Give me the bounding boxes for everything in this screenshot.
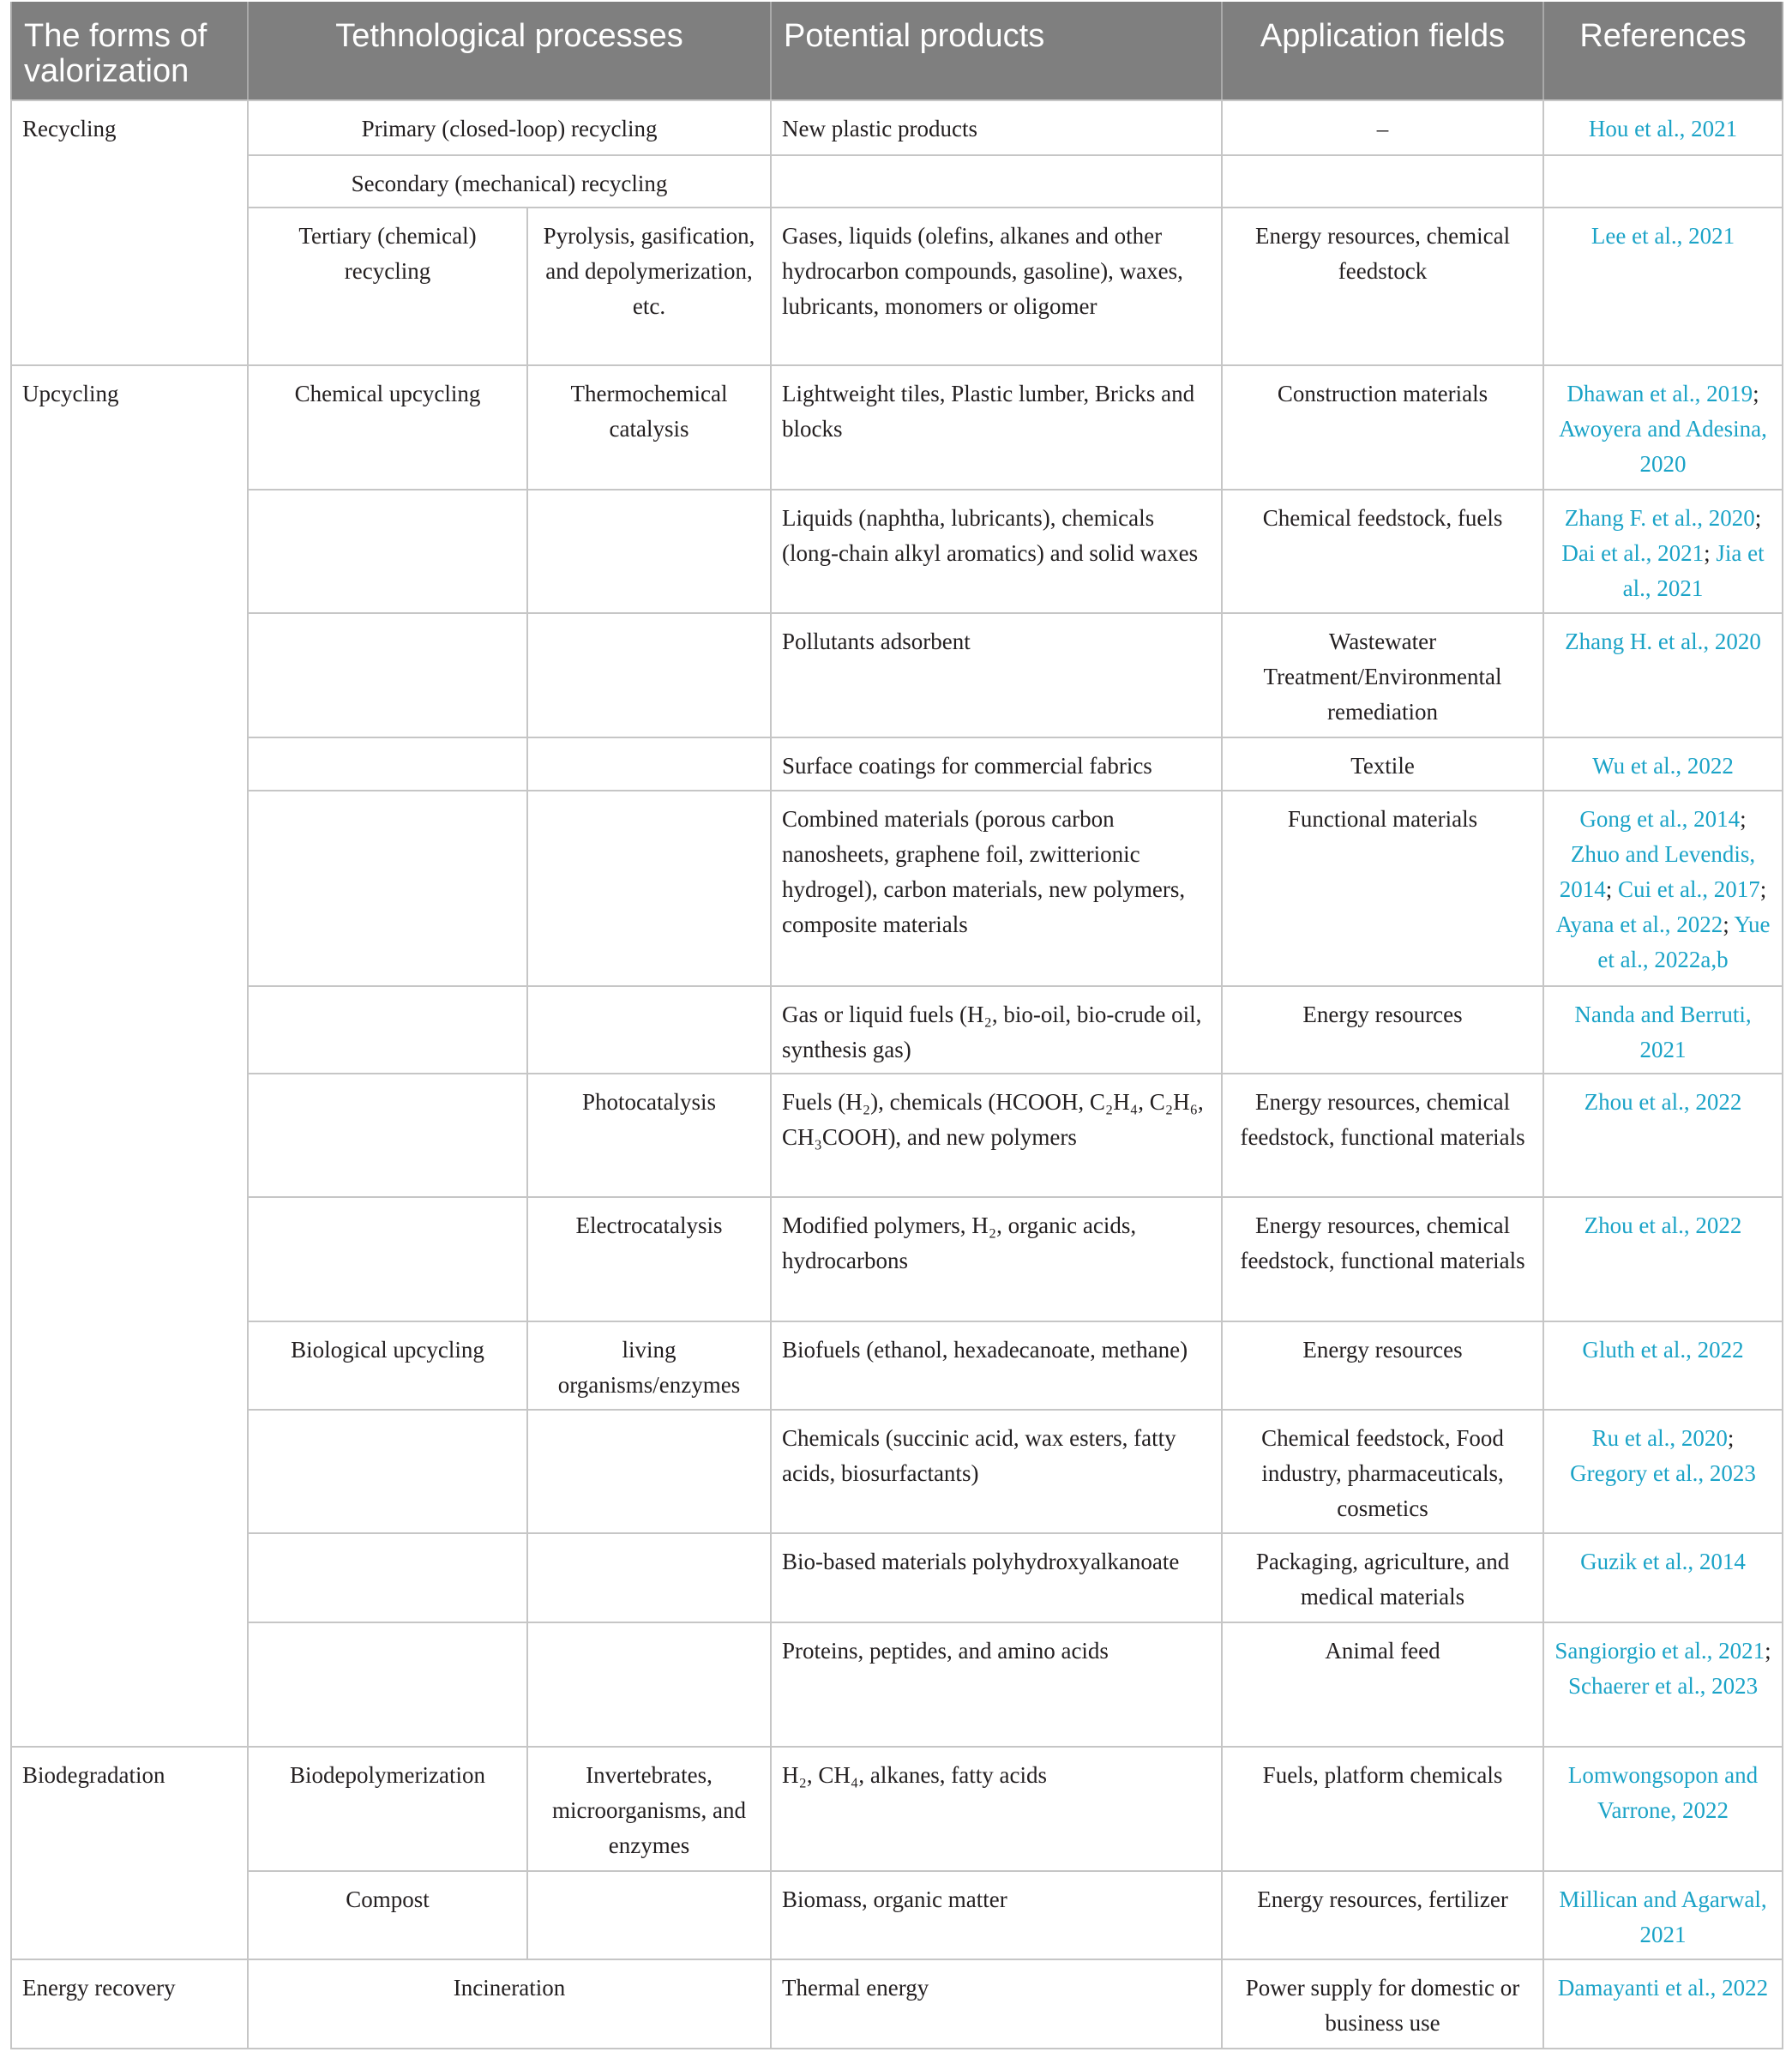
reference-link[interactable]: Hou et al., 2021	[1588, 116, 1738, 141]
reference-link[interactable]: Lomwongsopon and Varrone, 2022	[1567, 1762, 1759, 1823]
header-processes: Tethnological processes	[248, 2, 771, 100]
cell-form: Recycling	[11, 100, 248, 365]
cell-fields: Textile	[1222, 737, 1543, 791]
cell-process: Biodepolymerization	[248, 1747, 527, 1871]
cell-subprocess	[527, 613, 771, 737]
cell-process: Compost	[248, 1871, 527, 1959]
reference-link[interactable]: Zhang H. et al., 2020	[1565, 629, 1761, 654]
reference-link[interactable]: Ru et al., 2020	[1591, 1425, 1728, 1451]
table-row	[11, 1747, 1783, 1871]
reference-separator: ;	[1723, 912, 1729, 937]
reference-link[interactable]: Dhawan et al., 2019	[1566, 381, 1753, 406]
reference-link[interactable]: Lee et al., 2021	[1591, 223, 1735, 249]
cell-fields: Chemical feedstock, Food industry, pharmaceuticals, cosmetics	[1222, 1410, 1543, 1533]
reference-link[interactable]: Cui et al., 2017	[1618, 876, 1760, 902]
cell-references	[1543, 791, 1783, 986]
reference-link[interactable]: Zhuo and Levendis, 2014	[1559, 841, 1756, 902]
cell-subprocess: Invertebrates, microorganisms, and enzymes	[527, 1747, 771, 1871]
reference-link[interactable]: Dai et al., 2021	[1561, 540, 1705, 566]
cell-products: Biofuels (ethanol, hexadecanoate, methane)	[771, 1321, 1222, 1410]
cell-process	[248, 791, 527, 986]
cell-references	[1543, 1959, 1783, 2049]
cell-process: Tertiary (chemical) recycling	[248, 208, 527, 365]
cell-products	[771, 155, 1222, 208]
header-fields: Application fields	[1222, 2, 1543, 100]
cell-products: Bio-based materials polyhydroxyalkanoate	[771, 1533, 1222, 1622]
reference-link[interactable]: Gluth et al., 2022	[1582, 1337, 1744, 1363]
cell-subprocess	[527, 1533, 771, 1622]
reference-separator: ;	[1605, 876, 1613, 902]
reference-link[interactable]: Awoyera and Adesina, 2020	[1559, 416, 1767, 477]
cell-fields: Energy resources, chemical feedstock, functional materials	[1222, 1074, 1543, 1197]
cell-products: Surface coatings for commercial fabrics	[771, 737, 1222, 791]
cell-references	[1543, 365, 1783, 490]
cell-process	[248, 1622, 527, 1747]
cell-products: New plastic products	[771, 100, 1222, 155]
cell-subprocess: Photocatalysis	[527, 1074, 771, 1197]
cell-references	[1543, 100, 1783, 155]
cell-references	[1543, 986, 1783, 1074]
cell-subprocess	[527, 1410, 771, 1533]
cell-references	[1543, 1410, 1783, 1533]
table-row	[11, 1074, 1783, 1197]
cell-references	[1543, 490, 1783, 613]
cell-process	[248, 613, 527, 737]
cell-products: Combined materials (porous carbon nanosheets, graphene foil, zwitterionic hydrogel), carbon materials, new polymers, composite materials	[771, 791, 1222, 986]
cell-subprocess: Thermochemical catalysis	[527, 365, 771, 490]
header-references: References	[1543, 2, 1783, 100]
reference-separator: ;	[1759, 876, 1767, 902]
reference-link[interactable]: Jia et al., 2021	[1622, 540, 1765, 601]
header-forms: The forms of valorization	[11, 2, 248, 100]
cell-products: Chemicals (succinic acid, wax esters, fatty acids, biosurfactants)	[771, 1410, 1222, 1533]
reference-link[interactable]: Ayana et al., 2022	[1555, 912, 1723, 937]
cell-process: Primary (closed-loop) recycling	[248, 100, 771, 155]
table-row	[11, 1321, 1783, 1410]
cell-fields: Energy resources	[1222, 986, 1543, 1074]
cell-fields: Chemical feedstock, fuels	[1222, 490, 1543, 613]
reference-link[interactable]: Gregory et al., 2023	[1570, 1460, 1756, 1486]
cell-subprocess	[527, 1871, 771, 1959]
cell-references	[1543, 1622, 1783, 1747]
cell-fields: Energy resources, chemical feedstock	[1222, 208, 1543, 365]
cell-subprocess	[527, 490, 771, 613]
reference-link[interactable]: Gong et al., 2014	[1579, 806, 1741, 832]
reference-link[interactable]: Damayanti et al., 2022	[1557, 1975, 1769, 2001]
table-row	[11, 1533, 1783, 1622]
cell-process	[248, 737, 527, 791]
header-products: Potential products	[771, 2, 1222, 100]
table-row	[11, 1622, 1783, 1747]
cell-products: Proteins, peptides, and amino acids	[771, 1622, 1222, 1747]
cell-subprocess: living organisms/enzymes	[527, 1321, 771, 1410]
cell-products: Biomass, organic matter	[771, 1871, 1222, 1959]
cell-products: Gases, liquids (olefins, alkanes and other hydrocarbon compounds, gasoline), waxes, lubricants, monomers or oligomer	[771, 208, 1222, 365]
cell-fields: –	[1222, 100, 1543, 155]
cell-process	[248, 986, 527, 1074]
cell-fields: Packaging, agriculture, and medical materials	[1222, 1533, 1543, 1622]
cell-references	[1543, 1747, 1783, 1871]
cell-references	[1543, 737, 1783, 791]
cell-fields: Energy resources, fertilizer	[1222, 1871, 1543, 1959]
cell-references	[1543, 208, 1783, 365]
reference-separator: ;	[1765, 1638, 1771, 1664]
cell-products: Gas or liquid fuels (H₂, bio-oil, bio-crude oil, synthesis gas)	[771, 986, 1222, 1074]
table-row	[11, 613, 1783, 737]
cell-form: Biodegradation	[11, 1747, 248, 1959]
cell-fields: Fuels, platform chemicals	[1222, 1747, 1543, 1871]
table-row	[11, 791, 1783, 986]
cell-products: Thermal energy	[771, 1959, 1222, 2049]
cell-references	[1543, 613, 1783, 737]
cell-references	[1543, 1197, 1783, 1321]
cell-subprocess	[527, 737, 771, 791]
cell-fields: Power supply for domestic or business use	[1222, 1959, 1543, 2049]
reference-link[interactable]: Wu et al., 2022	[1592, 753, 1734, 779]
header-row	[11, 2, 1783, 100]
cell-process: Chemical upcycling	[248, 365, 527, 490]
cell-fields: Energy resources, chemical feedstock, functional materials	[1222, 1197, 1543, 1321]
reference-link[interactable]: Millican and Agarwal, 2021	[1559, 1886, 1767, 1947]
cell-process	[248, 1197, 527, 1321]
table-row	[11, 155, 1783, 208]
cell-fields	[1222, 155, 1543, 208]
cell-fields: Functional materials	[1222, 791, 1543, 986]
reference-link[interactable]: Yue et al., 2022a,b	[1597, 912, 1771, 972]
cell-references	[1543, 1074, 1783, 1197]
cell-fields: Wastewater Treatment/Environmental remediation	[1222, 613, 1543, 737]
table-row	[11, 1410, 1783, 1533]
cell-subprocess: Electrocatalysis	[527, 1197, 771, 1321]
reference-separator: ;	[1704, 540, 1711, 566]
cell-products: Lightweight tiles, Plastic lumber, Bricks and blocks	[771, 365, 1222, 490]
cell-references	[1543, 1533, 1783, 1622]
reference-separator: ;	[1754, 505, 1762, 531]
cell-process	[248, 490, 527, 613]
table-row	[11, 100, 1783, 155]
cell-fields: Animal feed	[1222, 1622, 1543, 1747]
cell-fields: Energy resources	[1222, 1321, 1543, 1410]
cell-form: Energy recovery	[11, 1959, 248, 2049]
cell-references	[1543, 155, 1783, 208]
table-row	[11, 1871, 1783, 1959]
cell-process: Secondary (mechanical) recycling	[248, 155, 771, 208]
cell-references	[1543, 1321, 1783, 1410]
valorization-table	[10, 2, 1783, 2049]
table-row	[11, 737, 1783, 791]
reference-separator: ;	[1740, 806, 1747, 832]
table-row	[11, 1959, 1783, 2049]
reference-link[interactable]: Nanda and Berruti, 2021	[1574, 1002, 1752, 1062]
cell-process	[248, 1533, 527, 1622]
table-row	[11, 490, 1783, 613]
cell-process: Biological upcycling	[248, 1321, 527, 1410]
reference-link[interactable]: Sangiorgio et al., 2021	[1554, 1638, 1765, 1664]
reference-link[interactable]: Zhou et al., 2022	[1584, 1089, 1742, 1115]
table-row	[11, 1197, 1783, 1321]
table-row	[11, 208, 1783, 365]
cell-subprocess	[527, 791, 771, 986]
cell-subprocess	[527, 1622, 771, 1747]
cell-products: Liquids (naphtha, lubricants), chemicals (long-chain alkyl aromatics) and solid waxes	[771, 490, 1222, 613]
cell-fields: Construction materials	[1222, 365, 1543, 490]
reference-link[interactable]: Guzik et al., 2014	[1580, 1549, 1746, 1574]
cell-process	[248, 1410, 527, 1533]
reference-link[interactable]: Zhou et al., 2022	[1584, 1213, 1742, 1238]
cell-subprocess: Pyrolysis, gasification, and depolymerization, etc.	[527, 208, 771, 365]
cell-products: Pollutants adsorbent	[771, 613, 1222, 737]
cell-subprocess	[527, 986, 771, 1074]
cell-products: H₂, CH₄, alkanes, fatty acids	[771, 1747, 1222, 1871]
cell-products: Fuels (H₂), chemicals (HCOOH, C₂H₄, C₂H₆, CH₃COOH), and new polymers	[771, 1074, 1222, 1197]
cell-references	[1543, 1871, 1783, 1959]
reference-separator: ;	[1727, 1425, 1735, 1451]
table-row	[11, 365, 1783, 490]
reference-link[interactable]: Zhang F. et al., 2020	[1564, 505, 1755, 531]
cell-products: Modified polymers, H₂, organic acids, hydrocarbons	[771, 1197, 1222, 1321]
table-row	[11, 986, 1783, 1074]
reference-link[interactable]: Schaerer et al., 2023	[1567, 1673, 1759, 1699]
reference-separator: ;	[1753, 381, 1759, 406]
cell-form: Upcycling	[11, 365, 248, 1747]
cell-process: Incineration	[248, 1959, 771, 2049]
cell-process	[248, 1074, 527, 1197]
